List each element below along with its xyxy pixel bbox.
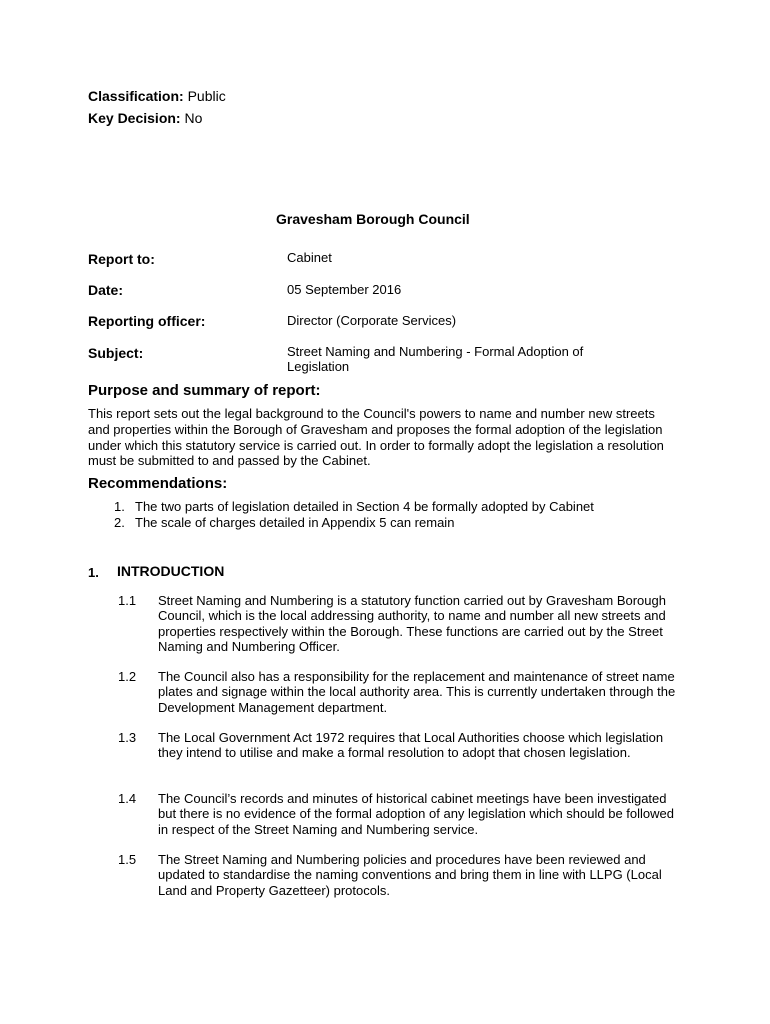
key-decision-line: [88, 110, 202, 126]
paragraph-text: The Council’s records and minutes of historical cabinet meetings have been investigated but there is no evidence of the formal adoption of any legislation which should be followed in respect of the Street Naming and Numbering service.: [158, 791, 674, 837]
recommendation-number: 2.: [114, 515, 125, 530]
recommendation-number: 1.: [114, 499, 125, 514]
recommendations-heading: Recommendations:: [88, 475, 228, 492]
meta-value-report-to: Cabinet: [287, 250, 332, 265]
council-title: Gravesham Borough Council: [276, 211, 470, 227]
meta-label-date: Date:: [88, 282, 124, 298]
paragraph-number: 1.5: [118, 852, 137, 867]
meta-label-reporting-officer: Reporting officer:: [88, 313, 206, 329]
purpose-text: This report sets out the legal background to the Council's powers to name and number new streets and properties within the Borough of Gravesham and proposes the formal adoption of the legislation under which this statutory service is carried out. In order to formally adopt the legislation a resolution must be submitted to and passed by the Cabinet.: [88, 406, 664, 469]
meta-label-report-to: Report to:: [88, 251, 155, 267]
meta-value-date: 05 September 2016: [287, 282, 402, 297]
paragraph-number: 1.1: [118, 593, 137, 608]
paragraph-text: The Council also has a responsibility for the replacement and maintenance of street name plates and signage within the local authority area. This is currently undertaken through the Development Management department.: [158, 669, 676, 715]
meta-value-subject: Street Naming and Numbering - Formal Adoption of Legislation: [287, 344, 584, 375]
recommendation-item: The two parts of legislation detailed in Section 4 be formally adopted by Cabinet: [135, 499, 594, 514]
paragraph-number: 1.3: [118, 730, 137, 745]
recommendation-item: The scale of charges detailed in Appendix 5 can remain: [135, 515, 455, 530]
section-number: 1.: [88, 565, 99, 580]
section-heading: INTRODUCTION: [117, 563, 225, 579]
paragraph-text: The Local Government Act 1972 requires that Local Authorities choose which legislation they intend to utilise and make a formal resolution to adopt that chosen legislation.: [158, 730, 664, 761]
classification-label: Classification:: [88, 88, 184, 104]
classification-value: Public: [187, 88, 226, 104]
meta-label-subject: Subject:: [88, 345, 144, 361]
classification-line: [88, 88, 226, 104]
meta-value-reporting-officer: Director (Corporate Services): [287, 313, 457, 328]
key-decision-label: Key Decision:: [88, 110, 181, 126]
paragraph-number: 1.2: [118, 669, 137, 684]
paragraph-text: The Street Naming and Numbering policies and procedures have been reviewed and updated to standardise the naming conventions and bring them in line with LLPG (Local Land and Property Gazetteer) protocols.: [158, 852, 662, 898]
paragraph-number: 1.4: [118, 791, 137, 806]
purpose-heading: Purpose and summary of report:: [88, 382, 321, 399]
paragraph-text: Street Naming and Numbering is a statutory function carried out by Gravesham Borough Council, which is the local addressing authority, to name and number all new streets and properties respectively within the Borough. These functions are carried out by the Street Naming and Numbering Officer.: [158, 593, 666, 654]
key-decision-value: No: [184, 110, 203, 126]
